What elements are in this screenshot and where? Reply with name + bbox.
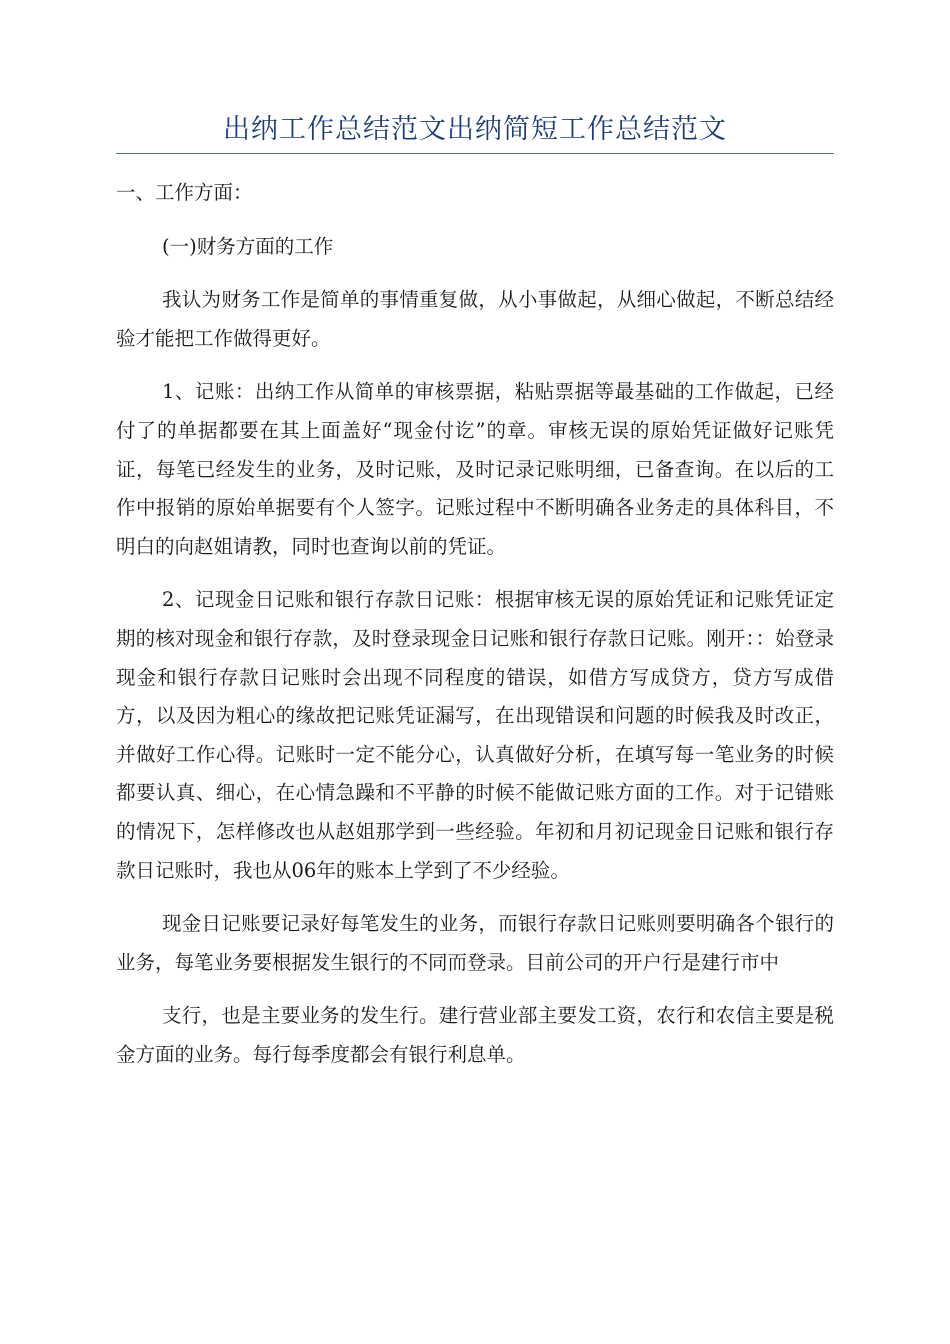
paragraph: 1、记账：出纳工作从简单的审核票据，粘贴票据等最基础的工作做起，已经付了的单据都要在其上面盖好“现金付讫”的章。审核无误的原始凭证做好记账凭证，每笔已经发生的业务，及时记账，及时记录记账明细，已备查询。在以后的工作中报销的原始单据要有个人签字。记账过程中不断明确各业务走的具体科目，不明白的向赵姐请教，同时也查询以前的凭证。 (116, 380, 834, 558)
paragraph: 2、记现金日记账和银行存款日记账：根据审核无误的原始凭证和记账凭证定期的核对现金和银行存款，及时登录现金日记账和银行存款日记账。刚开：：始登录现金和银行存款日记账时会出现不同程度的错误，如借方写成贷方，贷方写成借方，以及因为粗心的缘故把记账凭证漏写，在出现错误和问题的时候我及时改正，并做好工作心得。记账时一定不能分心，认真做好分析，在填写每一笔业务的时候都要认真、细心，在心情急躁和不平静的时候不能做记账方面的工作。对于记错账的情况下，怎样修改也从赵姐那学到一些经验。年初和月初记现金日记账和银行存款日记账时，我也从06年的账本上学到了不少经验。 (116, 588, 834, 882)
paragraph: 支行，也是主要业务的发生行。建行营业部主要发工资，农行和农信主要是税金方面的业务。每行每季度都会有银行利息单。 (116, 1004, 834, 1066)
paragraph: 现金日记账要记录好每笔发生的业务，而银行存款日记账则要明确各个银行的业务，每笔业务要根据发生银行的不同而登录。目前公司的开户行是建行市中 (116, 912, 834, 974)
heading-work-aspects: 一、工作方面： (116, 181, 253, 204)
subheading-finance-work: (一)财务方面的工作 (162, 234, 334, 258)
paragraph: 我认为财务工作是简单的事情重复做，从小事做起，从细心做起，不断总结经验才能把工作做得更好。 (116, 288, 834, 350)
document-title: 出纳工作总结范文出纳简短工作总结范文 (223, 114, 727, 145)
title-underline (116, 153, 834, 154)
document-body (116, 174, 834, 1089)
